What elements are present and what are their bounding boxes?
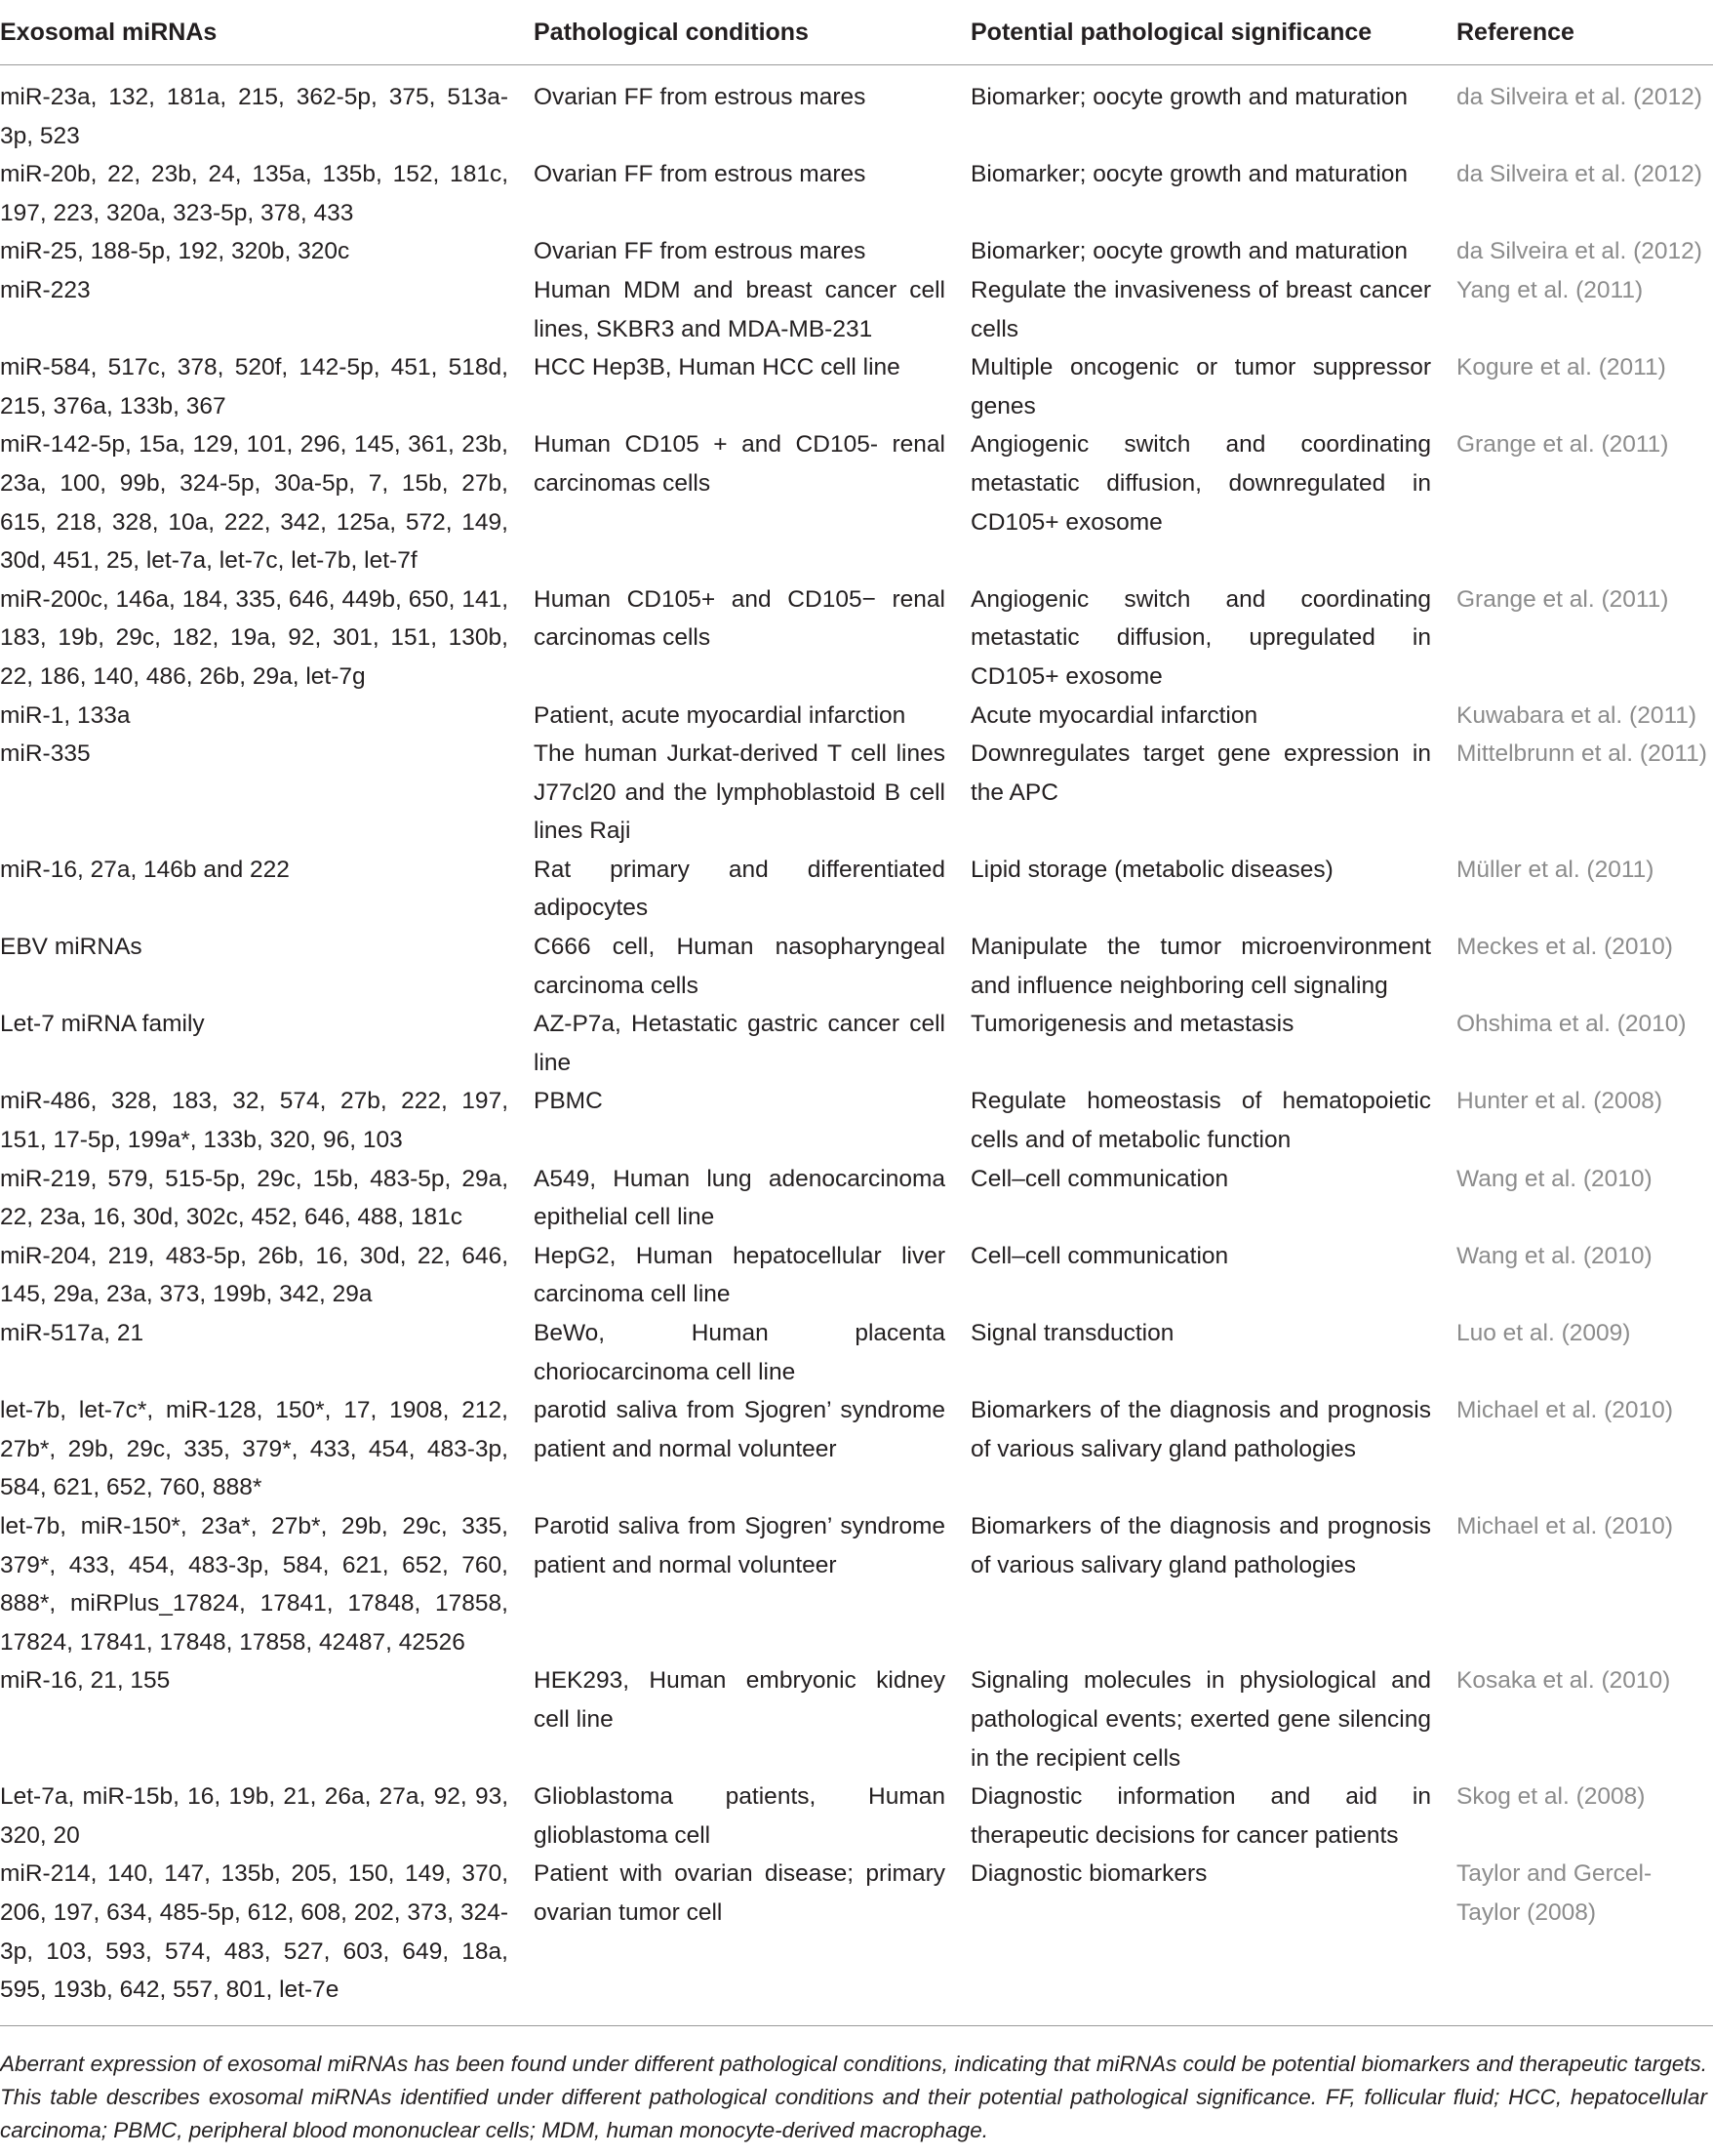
- cell-condition: Parotid saliva from Sjogren’ syndrome patient and normal volunteer: [534, 1512, 945, 1578]
- cell-mirnas: miR-25, 188-5p, 192, 320b, 320c: [0, 238, 350, 265]
- table-row: [0, 928, 1713, 1005]
- cell-significance: Biomarker; oocyte growth and maturation: [971, 238, 1409, 265]
- cell-reference: Kosaka et al. (2010): [1456, 1667, 1671, 1695]
- table-row: [0, 1082, 1713, 1159]
- cell-significance: Biomarker; oocyte growth and maturation: [971, 161, 1409, 188]
- cell-condition: Patient, acute myocardial infarction: [534, 701, 906, 729]
- cell-significance: Biomarker; oocyte growth and maturation: [971, 84, 1409, 110]
- cell-condition: PBMC: [534, 1088, 603, 1115]
- cell-mirnas: miR-20b, 22, 23b, 24, 135a, 135b, 152, 181c, 197, 223, 320a, 323-5p, 378, 433: [0, 161, 508, 226]
- table-body: [0, 65, 1713, 2025]
- cell-significance: Diagnostic information and aid in therapeutic decisions for cancer patients: [971, 1783, 1431, 1849]
- cell-reference: Wang et al. (2010): [1456, 1165, 1653, 1192]
- table-row: [0, 1237, 1713, 1314]
- cell-mirnas: miR-219, 579, 515-5p, 29c, 15b, 483-5p, 29a, 22, 23a, 16, 30d, 302c, 452, 646, 488, 181c: [0, 1165, 508, 1231]
- table-row: [0, 425, 1713, 579]
- cell-significance: Signal transduction: [971, 1320, 1175, 1346]
- cell-reference: Luo et al. (2009): [1456, 1320, 1631, 1346]
- table-row: [0, 271, 1713, 348]
- cell-reference: Skog et al. (2008): [1456, 1783, 1646, 1811]
- cell-reference: Yang et al. (2011): [1456, 276, 1644, 303]
- cell-reference: da Silveira et al. (2012): [1456, 161, 1702, 188]
- cell-reference: Ohshima et al. (2010): [1456, 1011, 1687, 1038]
- cell-condition: AZ-P7a, Hetastatic gastric cancer cell line: [534, 1011, 945, 1076]
- table-row: [0, 697, 1713, 736]
- cell-significance: Downregulates target gene expression in the APC: [971, 740, 1431, 806]
- cell-significance: Lipid storage (metabolic diseases): [971, 856, 1334, 883]
- cell-reference: Kogure et al. (2011): [1456, 354, 1666, 381]
- cell-mirnas: Let-7 miRNA family: [0, 1011, 205, 1038]
- table-row: [0, 348, 1713, 425]
- cell-condition: Human CD105 + and CD105- renal carcinomas cells: [534, 431, 945, 497]
- table-row: [0, 65, 1713, 156]
- cell-significance: Regulate the invasiveness of breast cancer cells: [971, 276, 1431, 342]
- table-row: [0, 232, 1713, 271]
- table-row: [0, 1160, 1713, 1237]
- cell-condition: The human Jurkat-derived T cell lines J77cl20 and the lymphoblastoid B cell lines Raji: [534, 740, 945, 845]
- cell-condition: Patient with ovarian disease; primary ovarian tumor cell: [534, 1860, 945, 1926]
- cell-reference: Wang et al. (2010): [1456, 1242, 1653, 1269]
- cell-mirnas: miR-142-5p, 15a, 129, 101, 296, 145, 361, 23b, 23a, 100, 99b, 324-5p, 30a-5p, 7, 15b, 27b, 615, 218, 328, 10a, 222, 342, 125a, 572, 149, 30d, 451, 25, let-7a, let-7c, let-7b, let-7f: [0, 431, 508, 575]
- header-reference: Reference: [1453, 0, 1713, 65]
- table-caption: Aberrant expression of exosomal miRNAs has been found under different pathological conditions, indicating that miRNAs could be potential biomarkers and therapeutic targets. This table describes exosomal miRNAs identified under different pathological conditions and their potential pathological significance. FF, follicular fluid; HCC, hepatocellular carcinoma; PBMC, peripheral blood mononuclear cells; MDM, human monocyte-derived macrophage.: [0, 2051, 1707, 2142]
- cell-mirnas: let-7b, miR-150*, 23a*, 27b*, 29b, 29c, 335, 379*, 433, 454, 483-3p, 584, 621, 652, 760, 888*, miRPlus_17824, 17841, 17848, 17858, 17824, 17841, 17848, 17858, 42487, 42526: [0, 1512, 508, 1656]
- cell-significance: Angiogenic switch and coordinating metastatic diffusion, upregulated in CD105+ exosome: [971, 585, 1431, 690]
- cell-reference: Kuwabara et al. (2011): [1456, 701, 1697, 729]
- table-row: [0, 1661, 1713, 1777]
- header-pathological-significance: Potential pathological significance: [967, 0, 1453, 65]
- cell-mirnas: miR-1, 133a: [0, 701, 131, 729]
- cell-significance: Biomarkers of the diagnosis and prognosis of various salivary gland pathologies: [971, 1397, 1431, 1462]
- cell-reference: Hunter et al. (2008): [1456, 1088, 1663, 1115]
- table-row: [0, 1855, 1713, 2024]
- cell-significance: Diagnostic biomarkers: [971, 1860, 1208, 1888]
- cell-mirnas: miR-486, 328, 183, 32, 574, 27b, 222, 197, 151, 17-5p, 199a*, 133b, 320, 96, 103: [0, 1088, 508, 1154]
- cell-mirnas: miR-16, 21, 155: [0, 1667, 171, 1695]
- cell-significance: Cell–cell communication: [971, 1165, 1229, 1192]
- cell-reference: Taylor and Gercel-Taylor (2008): [1456, 1860, 1653, 1926]
- table-row: [0, 580, 1713, 697]
- cell-significance: Cell–cell communication: [971, 1242, 1229, 1269]
- table-header: [0, 0, 1713, 65]
- table-row: [0, 735, 1713, 851]
- cell-reference: Grange et al. (2011): [1456, 585, 1669, 613]
- table-row: [0, 1777, 1713, 1855]
- cell-condition: Human MDM and breast cancer cell lines, SKBR3 and MDA-MB-231: [534, 276, 945, 342]
- cell-mirnas: miR-214, 140, 147, 135b, 205, 150, 149, 370, 206, 197, 634, 485-5p, 612, 608, 202, 373, 324-3p, 103, 593, 574, 483, 527, 603, 649, 18a, 595, 193b, 642, 557, 801, let-7e: [0, 1860, 508, 2004]
- table-row: [0, 851, 1713, 928]
- cell-significance: Manipulate the tumor microenvironment and influence neighboring cell signaling: [971, 934, 1431, 999]
- cell-condition: Ovarian FF from estrous mares: [534, 84, 866, 110]
- cell-condition: C666 cell, Human nasopharyngeal carcinoma cells: [534, 934, 945, 999]
- table-row: [0, 155, 1713, 232]
- cell-condition: Rat primary and differentiated adipocytes: [534, 856, 945, 922]
- header-pathological-conditions: Pathological conditions: [530, 0, 967, 65]
- table-row: [0, 1005, 1713, 1082]
- cell-condition: Ovarian FF from estrous mares: [534, 161, 866, 188]
- cell-significance: Acute myocardial infarction: [971, 701, 1258, 729]
- cell-significance: Multiple oncogenic or tumor suppressor genes: [971, 354, 1431, 419]
- table-row: [0, 1314, 1713, 1391]
- cell-significance: Tumorigenesis and metastasis: [971, 1011, 1295, 1038]
- cell-condition: HCC Hep3B, Human HCC cell line: [534, 354, 900, 381]
- cell-mirnas: Let-7a, miR-15b, 16, 19b, 21, 26a, 27a, 92, 93, 320, 20: [0, 1783, 508, 1849]
- cell-mirnas: EBV miRNAs: [0, 934, 142, 961]
- cell-significance: Biomarkers of the diagnosis and prognosis of various salivary gland pathologies: [971, 1512, 1431, 1578]
- cell-mirnas: miR-517a, 21: [0, 1320, 144, 1346]
- table-row: [0, 1507, 1713, 1661]
- cell-condition: parotid saliva from Sjogren’ syndrome patient and normal volunteer: [534, 1397, 945, 1462]
- cell-reference: da Silveira et al. (2012): [1456, 84, 1702, 110]
- cell-reference: Michael et al. (2010): [1456, 1397, 1673, 1424]
- cell-reference: Mittelbrunn et al. (2011): [1456, 740, 1707, 768]
- cell-significance: Signaling molecules in physiological and pathological events; exerted gene silencing in the recipient cells: [971, 1667, 1431, 1772]
- header-exosomal-mirnas: Exosomal miRNAs: [0, 0, 530, 65]
- cell-condition: A549, Human lung adenocarcinoma epithelial cell line: [534, 1165, 945, 1231]
- cell-reference: Michael et al. (2010): [1456, 1512, 1673, 1539]
- cell-mirnas: miR-23a, 132, 181a, 215, 362-5p, 375, 513a-3p, 523: [0, 84, 508, 149]
- cell-mirnas: miR-223: [0, 276, 91, 303]
- cell-condition: Ovarian FF from estrous mares: [534, 238, 866, 265]
- cell-significance: Regulate homeostasis of hematopoietic cells and of metabolic function: [971, 1088, 1431, 1154]
- cell-reference: da Silveira et al. (2012): [1456, 238, 1702, 265]
- cell-mirnas: miR-335: [0, 740, 91, 768]
- cell-condition: BeWo, Human placenta choriocarcinoma cell line: [534, 1320, 945, 1385]
- cell-condition: HEK293, Human embryonic kidney cell line: [534, 1667, 945, 1733]
- cell-mirnas: miR-204, 219, 483-5p, 26b, 16, 30d, 22, 646, 145, 29a, 23a, 373, 199b, 342, 29a: [0, 1242, 508, 1308]
- cell-condition: Human CD105+ and CD105− renal carcinomas cells: [534, 585, 945, 652]
- cell-reference: Müller et al. (2011): [1456, 856, 1654, 883]
- cell-mirnas: miR-200c, 146a, 184, 335, 646, 449b, 650, 141, 183, 19b, 29c, 182, 19a, 92, 301, 151, 130b, 22, 186, 140, 486, 26b, 29a, let-7g: [0, 585, 508, 690]
- cell-mirnas: let-7b, let-7c*, miR-128, 150*, 17, 1908, 212, 27b*, 29b, 29c, 335, 379*, 433, 454, 483-3p, 584, 621, 652, 760, 888*: [0, 1397, 508, 1501]
- cell-significance: Angiogenic switch and coordinating metastatic diffusion, downregulated in CD105+ exosome: [971, 431, 1431, 536]
- cell-condition: HepG2, Human hepatocellular liver carcinoma cell line: [534, 1242, 945, 1308]
- cell-mirnas: miR-16, 27a, 146b and 222: [0, 856, 290, 883]
- cell-reference: Grange et al. (2011): [1456, 431, 1669, 459]
- cell-reference: Meckes et al. (2010): [1456, 934, 1673, 961]
- table-row: [0, 1391, 1713, 1507]
- cell-mirnas: miR-584, 517c, 378, 520f, 142-5p, 451, 518d, 215, 376a, 133b, 367: [0, 354, 508, 419]
- header-row: [0, 0, 1713, 65]
- cell-condition: Glioblastoma patients, Human glioblastoma cell: [534, 1783, 945, 1849]
